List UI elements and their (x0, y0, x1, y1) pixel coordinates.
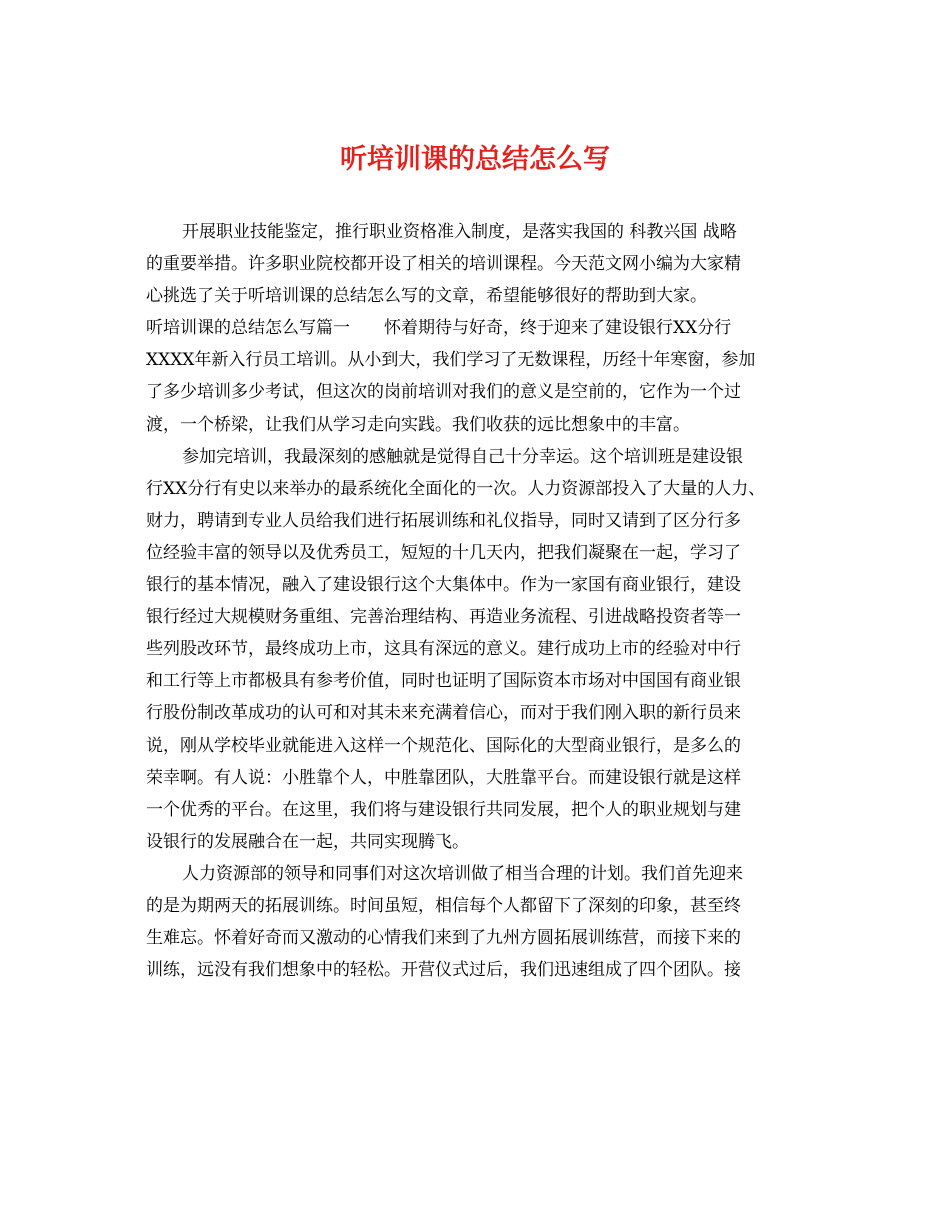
body-line: 些列股改环节，最终成功上市，这具有深远的意义。建行成功上市的经验对中行 (146, 639, 741, 660)
body-line: 的重要举措。许多职业院校都开设了相关的培训课程。今天范文网小编为大家精 (146, 254, 741, 275)
body-line: 人力资源部的领导和同事们对这次培训做了相当合理的计划。我们首先迎来 (182, 863, 743, 884)
body-line: 财力，聘请到专业人员给我们进行拓展训练和礼仪指导，同时又请到了区分行多 (146, 510, 741, 531)
body-line: 渡，一个桥梁，让我们从学习走向实践。我们收获的远比想象中的丰富。 (146, 414, 690, 435)
body-line: 位经验丰富的领导以及优秀员工，短短的十几天内，把我们凝聚在一起，学习了 (146, 542, 741, 563)
body-line: 行XX分行有史以来举办的最系统化全面化的一次。人力资源部投入了大量的人力、 (146, 478, 766, 499)
body-line: 银行经过大规模财务重组、完善治理结构、再造业务流程、引进战略投资者等一 (146, 607, 741, 628)
body-line: 设银行的发展融合在一起，共同实现腾飞。 (146, 831, 469, 852)
document-title: 听培训课的总结怎么写 (340, 144, 610, 175)
body-line: 银行的基本情况，融入了建设银行这个大集体中。作为一家国有商业银行，建设 (146, 575, 741, 596)
document-body (146, 216, 806, 986)
body-line: 生难忘。怀着好奇而又激动的心情我们来到了九州方圆拓展训练营，而接下来的 (146, 928, 741, 949)
body-line: XXXX年新入行员工培训。从小到大，我们学习了无数课程，历经十年寒窗，参加 (146, 350, 756, 371)
body-line: 的是为期两天的拓展训练。时间虽短，相信每个人都留下了深刻的印象，甚至终 (146, 895, 741, 916)
body-line: 了多少培训多少考试，但这次的岗前培训对我们的意义是空前的，它作为一个过 (146, 382, 741, 403)
body-line: 训练，远没有我们想象中的轻松。开营仪式过后，我们迅速组成了四个团队。接 (146, 960, 741, 981)
body-line: 一个优秀的平台。在这里，我们将与建设银行共同发展，把个人的职业规划与建 (146, 799, 741, 820)
body-line: 参加完培训，我最深刻的感触就是觉得自己十分幸运。这个培训班是建设银 (182, 446, 743, 467)
body-line: 行股份制改革成功的认可和对其未来充满着信心，而对于我们刚入职的新行员来 (146, 703, 741, 724)
body-line: 开展职业技能鉴定，推行职业资格准入制度，是落实我国的 科教兴国 战略 (182, 222, 737, 242)
body-line: 和工行等上市都极具有参考价值，同时也证明了国际资本市场对中国国有商业银 (146, 671, 741, 692)
body-line: 听培训课的总结怎么写篇一 怀着期待与好奇，终于迎来了建设银行XX分行 (146, 318, 732, 339)
body-line: 心挑选了关于听培训课的总结怎么写的文章，希望能够很好的帮助到大家。 (146, 286, 707, 307)
body-line: 荣幸啊。有人说：小胜靠个人，中胜靠团队，大胜靠平台。而建设银行就是这样 (146, 767, 741, 788)
body-line: 说，刚从学校毕业就能进入这样一个规范化、国际化的大型商业银行，是多么的 (146, 735, 741, 756)
